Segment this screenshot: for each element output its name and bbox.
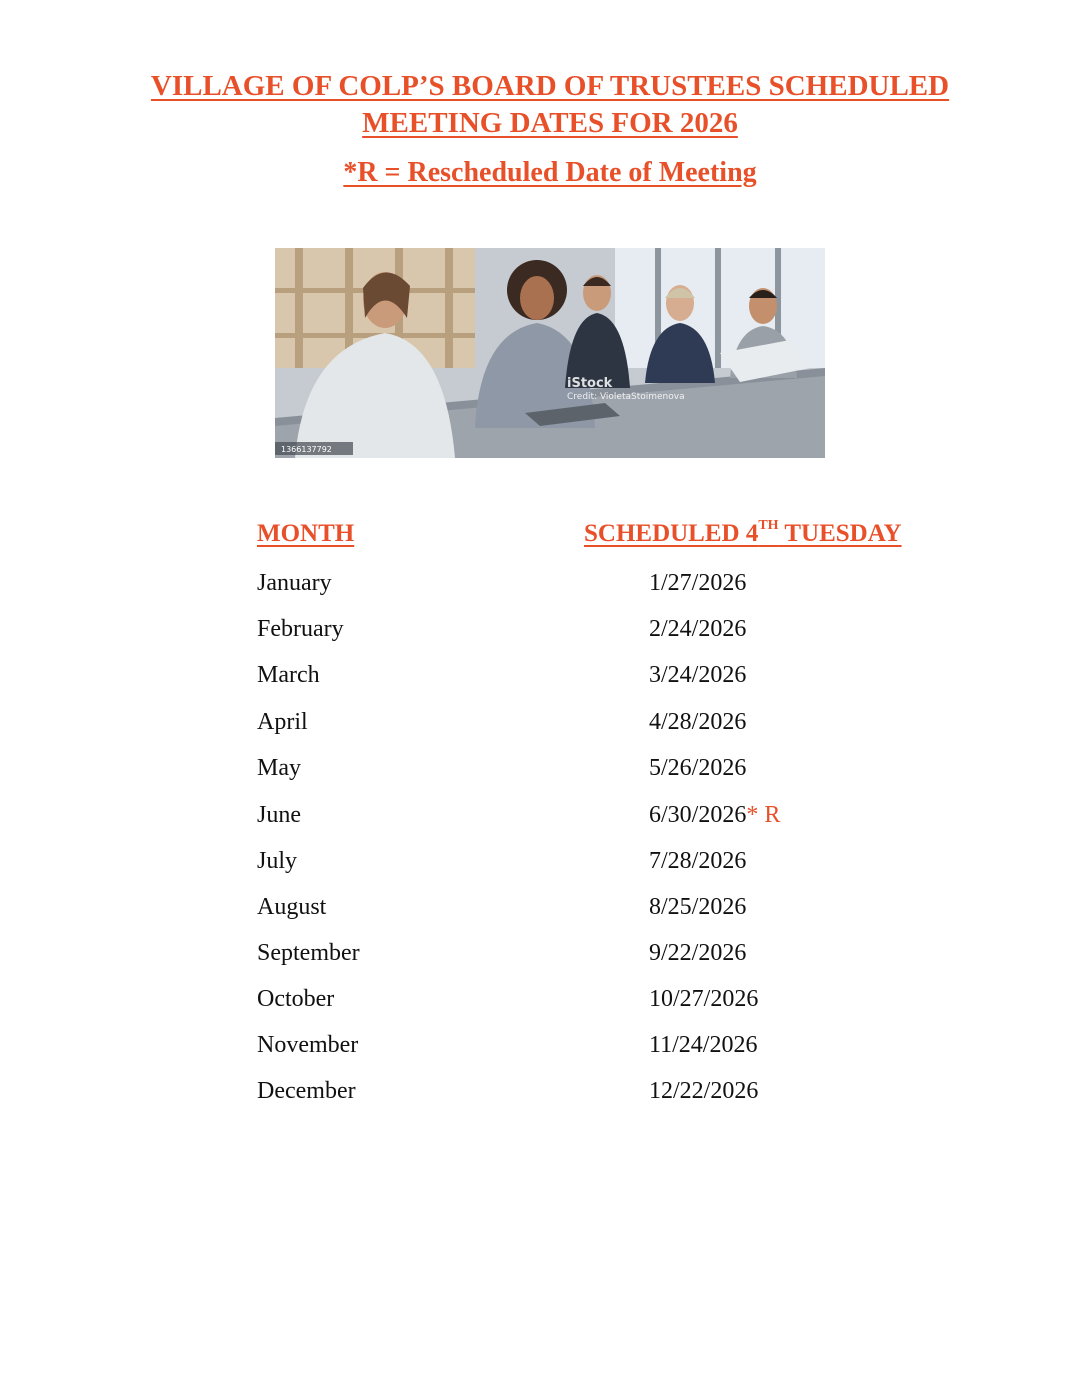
month-cell: April — [257, 709, 308, 735]
date-cell — [649, 710, 746, 734]
month-cell: February — [257, 616, 344, 642]
table-row — [0, 941, 1080, 971]
photo-credit: Credit: VioletaStoimenova — [567, 392, 685, 402]
table-row — [0, 756, 1080, 786]
table-row — [0, 663, 1080, 693]
table-row — [0, 849, 1080, 879]
document-title-line-1: VILLAGE OF COLP’S BOARD OF TRUSTEES SCHEDULED — [150, 70, 950, 102]
date-cell — [649, 571, 746, 595]
date-value: 12/22/2026 — [649, 1078, 759, 1104]
table-row — [0, 710, 1080, 740]
date-header-superscript: TH — [758, 518, 779, 533]
date-cell — [649, 1079, 758, 1103]
document-title-line-2: MEETING DATES FOR 2026 — [362, 107, 738, 139]
reschedule-mark: * R — [746, 802, 781, 828]
photo-watermark: iStock — [567, 376, 613, 391]
date-cell — [649, 617, 746, 641]
table-row — [0, 803, 1080, 833]
date-value: 10/27/2026 — [649, 986, 759, 1012]
table-row — [0, 1033, 1080, 1063]
table-row — [0, 617, 1080, 647]
date-value: 7/28/2026 — [649, 848, 747, 874]
date-cell — [649, 987, 758, 1011]
month-cell: January — [257, 570, 332, 596]
date-value: 5/26/2026 — [649, 755, 747, 781]
date-value: 2/24/2026 — [649, 616, 747, 642]
month-cell: December — [257, 1078, 356, 1104]
month-header-text: MONTH — [257, 520, 355, 547]
date-value: 11/24/2026 — [649, 1032, 758, 1058]
month-cell: June — [257, 802, 301, 828]
date-value: 1/27/2026 — [649, 570, 747, 596]
table-row — [0, 895, 1080, 925]
legend-note: *R = Rescheduled Date of Meeting — [343, 157, 757, 188]
date-cell — [649, 803, 780, 827]
table-row — [0, 1079, 1080, 1109]
month-cell: July — [257, 848, 298, 874]
date-cell — [649, 941, 746, 965]
date-header-prefix: SCHEDULED 4 — [584, 520, 759, 547]
month-cell: May — [257, 755, 301, 781]
date-cell — [649, 756, 746, 780]
date-cell — [649, 1033, 757, 1057]
photo-id: 1366137792 — [281, 445, 332, 454]
table-row — [0, 571, 1080, 601]
table-row — [0, 987, 1080, 1017]
date-value: 8/25/2026 — [649, 894, 747, 920]
date-value: 9/22/2026 — [649, 940, 747, 966]
month-cell: September — [257, 940, 360, 966]
date-value: 4/28/2026 — [649, 709, 747, 735]
date-value: 6/30/2026 — [649, 802, 747, 828]
month-cell: August — [257, 894, 327, 920]
month-cell: October — [257, 986, 335, 1012]
date-cell — [649, 849, 746, 873]
date-cell — [649, 895, 746, 919]
date-cell — [649, 663, 746, 687]
date-value: 3/24/2026 — [649, 662, 747, 688]
date-header-suffix: TUESDAY — [778, 520, 902, 547]
month-cell: March — [257, 662, 320, 688]
month-cell: November — [257, 1032, 359, 1058]
